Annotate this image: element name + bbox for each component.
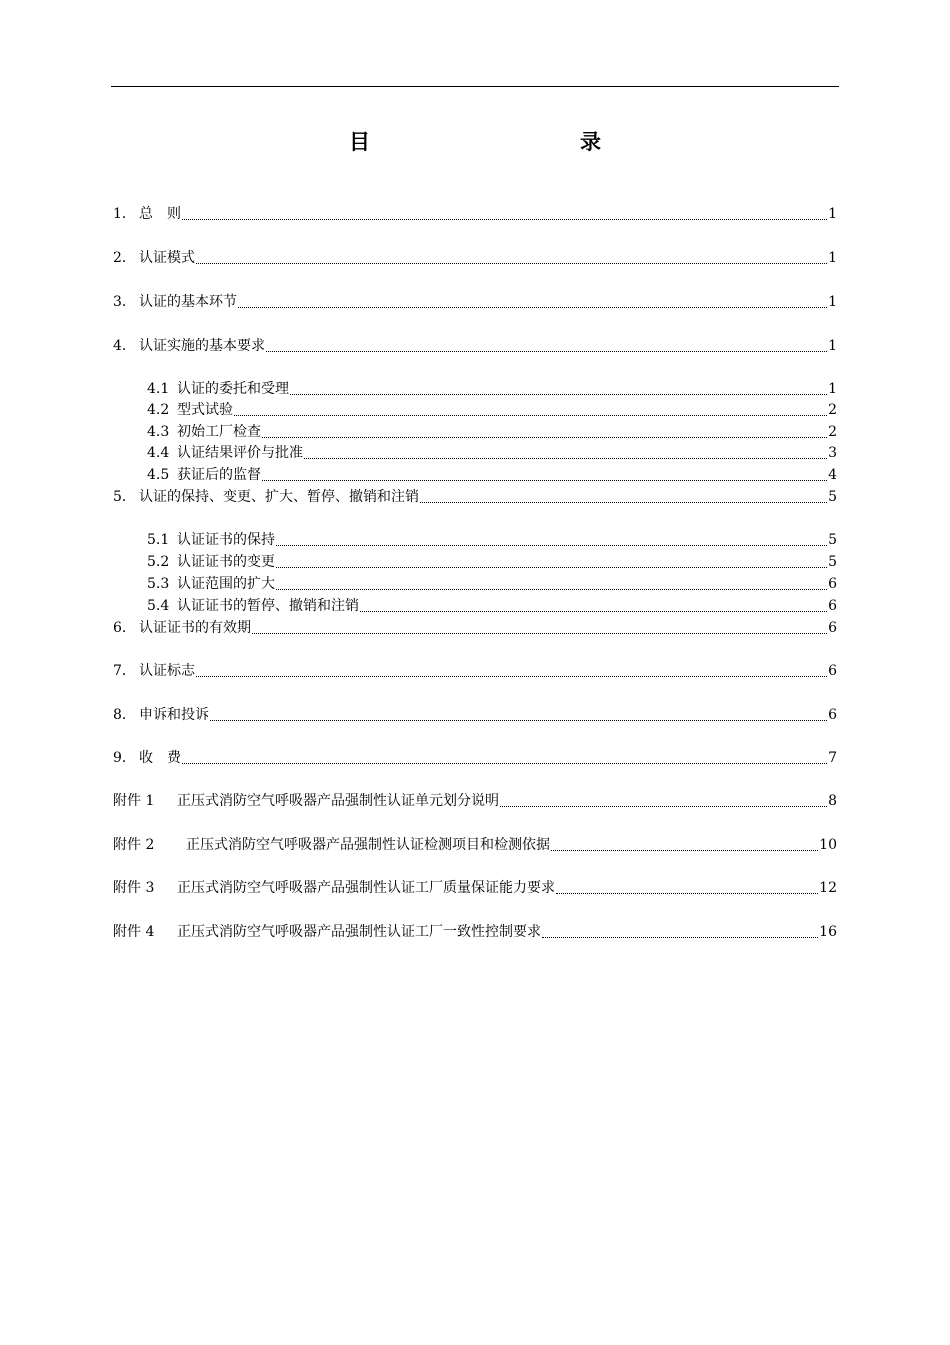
toc-entry-4-1[interactable] bbox=[147, 379, 837, 399]
dot-leader bbox=[182, 748, 827, 768]
toc-entry-number: 附件 4 bbox=[113, 924, 155, 940]
toc-entry-9[interactable] bbox=[113, 748, 837, 768]
toc-entry-5-3[interactable] bbox=[147, 574, 837, 594]
toc-entry-attachment-2[interactable] bbox=[113, 835, 837, 855]
toc-entry-2[interactable] bbox=[113, 248, 837, 268]
toc-entry-4-3[interactable] bbox=[147, 422, 837, 442]
dot-leader bbox=[196, 248, 827, 268]
toc-entry-number: 5． bbox=[113, 489, 136, 505]
toc-page-number: 5 bbox=[828, 532, 837, 548]
toc-entry-text: 认证的保持、变更、扩大、暂停、撤销和注销 bbox=[139, 489, 419, 505]
toc-entry-5-2[interactable] bbox=[147, 552, 837, 572]
toc-entry-text: 初始工厂检查 bbox=[177, 424, 261, 440]
toc-page-number: 10 bbox=[819, 837, 837, 853]
toc-entry-text: 认证范围的扩大 bbox=[177, 576, 275, 592]
toc-entry-number: 附件 2 bbox=[113, 837, 155, 853]
toc-entry-text: 认证证书的有效期 bbox=[139, 620, 251, 636]
toc-page-number: 12 bbox=[819, 880, 837, 896]
toc-entry-text: 认证证书的变更 bbox=[177, 554, 275, 570]
toc-entry-number: 2． bbox=[113, 250, 136, 266]
toc-entry-number: 4.3 bbox=[147, 424, 170, 440]
dot-leader bbox=[210, 705, 827, 725]
toc-page-number: 1 bbox=[828, 294, 837, 310]
toc-page-number: 7 bbox=[828, 750, 837, 766]
toc-page-number: 1 bbox=[828, 381, 837, 397]
dot-leader bbox=[262, 422, 827, 442]
toc-entry-number: 5.4 bbox=[147, 598, 170, 614]
toc-page-number: 6 bbox=[828, 598, 837, 614]
toc-entry-5-1[interactable] bbox=[147, 530, 837, 550]
toc-entry-text: 认证结果评价与批准 bbox=[177, 445, 303, 461]
toc-page-number: 5 bbox=[828, 489, 837, 505]
toc-entry-number: 5.2 bbox=[147, 554, 170, 570]
toc-page-number: 6 bbox=[828, 576, 837, 592]
toc-entry-text: 总 则 bbox=[139, 206, 181, 222]
dot-leader bbox=[252, 618, 827, 638]
toc-page-number: 1 bbox=[828, 206, 837, 222]
toc-entry-number: 4.4 bbox=[147, 445, 170, 461]
toc-page-number: 16 bbox=[819, 924, 837, 940]
toc-entry-number: 3． bbox=[113, 294, 136, 310]
toc-page-number: 2 bbox=[828, 424, 837, 440]
toc-entry-text: 认证模式 bbox=[139, 250, 195, 266]
dot-leader bbox=[360, 596, 827, 616]
toc-entry-text: 正压式消防空气呼吸器产品强制性认证检测项目和检测依据 bbox=[186, 837, 550, 853]
toc-entry-number: 5.1 bbox=[147, 532, 170, 548]
toc-entry-text: 正压式消防空气呼吸器产品强制性认证工厂质量保证能力要求 bbox=[177, 880, 555, 896]
toc-page-number: 1 bbox=[828, 250, 837, 266]
dot-leader bbox=[234, 400, 827, 420]
toc-entry-number: 附件 1 bbox=[113, 793, 155, 809]
toc-entry-text: 认证的委托和受理 bbox=[177, 381, 289, 397]
toc-entry-4-2[interactable] bbox=[147, 400, 837, 420]
toc-entry-number: 1． bbox=[113, 206, 136, 222]
dot-leader bbox=[266, 336, 827, 356]
toc-entry-text: 获证后的监督 bbox=[177, 467, 261, 483]
toc-page-number: 3 bbox=[828, 445, 837, 461]
dot-leader bbox=[556, 878, 818, 898]
dot-leader bbox=[290, 379, 827, 399]
toc-entry-text: 型式试验 bbox=[177, 402, 233, 418]
toc-entry-text: 认证的基本环节 bbox=[139, 294, 237, 310]
toc-page-number: 6 bbox=[828, 620, 837, 636]
toc-entry-4-5[interactable] bbox=[147, 465, 837, 485]
toc-entry-text: 认证标志 bbox=[139, 663, 195, 679]
toc-entry-text: 申诉和投诉 bbox=[139, 707, 209, 723]
toc-page-number: 5 bbox=[828, 554, 837, 570]
toc-entry-number: 4． bbox=[113, 338, 136, 354]
toc-entry-text: 认证实施的基本要求 bbox=[139, 338, 265, 354]
toc-entry-text: 认证证书的暂停、撤销和注销 bbox=[177, 598, 359, 614]
toc-entry-attachment-3[interactable] bbox=[113, 878, 837, 898]
toc-page-number: 6 bbox=[828, 707, 837, 723]
dot-leader bbox=[262, 465, 827, 485]
toc-entry-number: 9． bbox=[113, 750, 136, 766]
toc-entry-number: 7． bbox=[113, 663, 136, 679]
dot-leader bbox=[182, 204, 827, 224]
toc-entry-1[interactable] bbox=[113, 204, 837, 224]
toc-entry-text: 收 费 bbox=[139, 750, 181, 766]
dot-leader bbox=[238, 292, 827, 312]
toc-entry-number: 4.5 bbox=[147, 467, 170, 483]
toc-entry-number: 6． bbox=[113, 620, 136, 636]
toc-entry-7[interactable] bbox=[113, 661, 837, 681]
toc-entry-4-4[interactable] bbox=[147, 443, 837, 463]
toc-entry-text: 正压式消防空气呼吸器产品强制性认证工厂一致性控制要求 bbox=[177, 924, 541, 940]
toc-page-number: 2 bbox=[828, 402, 837, 418]
toc-entry-text: 正压式消防空气呼吸器产品强制性认证单元划分说明 bbox=[177, 793, 499, 809]
toc-entry-number: 8． bbox=[113, 707, 136, 723]
toc-page-number: 4 bbox=[828, 467, 837, 483]
dot-leader bbox=[276, 530, 827, 550]
toc-entry-number: 附件 3 bbox=[113, 880, 155, 896]
header-rule bbox=[111, 86, 839, 87]
toc-entry-5-4[interactable] bbox=[147, 596, 837, 616]
toc-entry-3[interactable] bbox=[113, 292, 837, 312]
toc-page-number: 8 bbox=[828, 793, 837, 809]
dot-leader bbox=[542, 922, 818, 942]
dot-leader bbox=[276, 552, 827, 572]
dot-leader bbox=[276, 574, 827, 594]
toc-entry-6[interactable] bbox=[113, 618, 837, 638]
page-title: 目 录 bbox=[349, 130, 657, 154]
toc-entry-attachment-4[interactable] bbox=[113, 922, 837, 942]
dot-leader bbox=[304, 443, 827, 463]
toc-entry-number: 5.3 bbox=[147, 576, 170, 592]
toc-entry-attachment-1[interactable] bbox=[113, 791, 837, 811]
dot-leader bbox=[196, 661, 827, 681]
dot-leader bbox=[420, 487, 827, 507]
toc-entry-number: 4.2 bbox=[147, 402, 170, 418]
toc-page-number: 6 bbox=[828, 663, 837, 679]
toc-entry-4[interactable] bbox=[113, 336, 837, 356]
toc-entry-text: 认证证书的保持 bbox=[177, 532, 275, 548]
toc-page-number: 1 bbox=[828, 338, 837, 354]
toc-entry-8[interactable] bbox=[113, 705, 837, 725]
toc-entry-5[interactable] bbox=[113, 487, 837, 507]
toc-entry-number: 4.1 bbox=[147, 381, 170, 397]
dot-leader bbox=[551, 835, 818, 855]
dot-leader bbox=[500, 791, 827, 811]
